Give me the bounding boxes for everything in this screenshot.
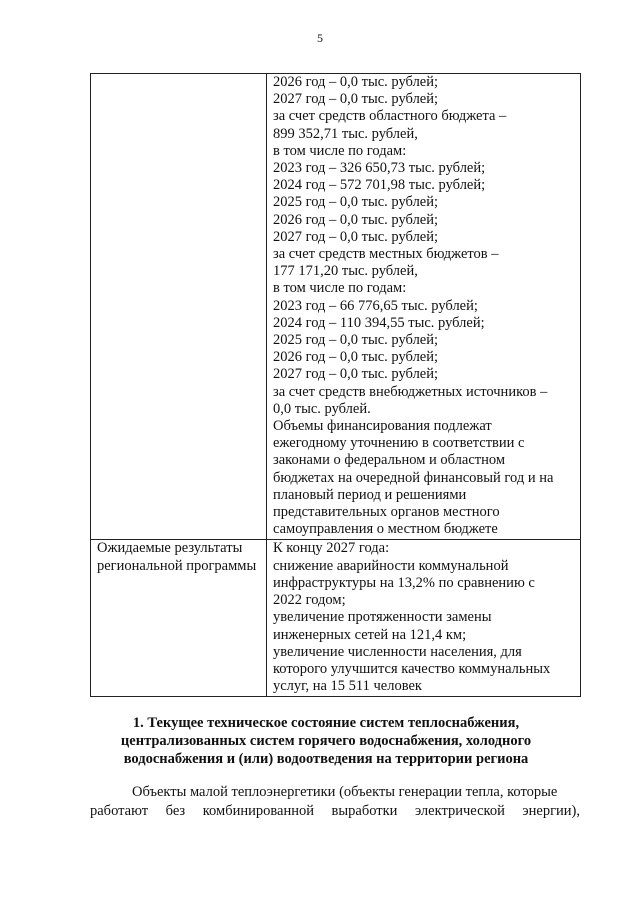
section-heading-line: водоснабжения и (или) водоотведения на территории региона: [123, 751, 529, 767]
expected-results-label: Ожидаемые результаты: [97, 540, 243, 557]
expected-results-line: услуг, на 15 511 человек: [273, 678, 422, 695]
financing-line: 2023 год – 326 650,73 тыс. рублей;: [273, 160, 486, 177]
expected-results-value-cell: [267, 540, 581, 697]
financing-line: 2027 год – 0,0 тыс. рублей;: [273, 228, 439, 245]
financing-line: законами о федеральном и областном: [273, 452, 506, 469]
section-heading: [70, 714, 582, 768]
body-paragraph-line: Объекты малой теплоэнергетики (объекты генерации тепла, которые: [132, 784, 558, 800]
body-paragraph-line: работают без комбинированной выработки электрической энергии),: [90, 803, 580, 819]
financing-line: 2023 год – 66 776,65 тыс. рублей;: [273, 297, 478, 314]
financing-line: за счет средств областного бюджета –: [273, 108, 507, 125]
expected-results-line: инженерных сетей на 121,4 км;: [273, 626, 467, 643]
table-row-expected-results: [91, 540, 581, 697]
expected-results-line: инфраструктуры на 13,2% по сравнению с: [273, 574, 535, 591]
expected-results-line: увеличение численности населения, для: [273, 643, 522, 660]
financing-line: 2027 год – 0,0 тыс. рублей;: [273, 366, 439, 383]
financing-line: 2026 год – 0,0 тыс. рублей;: [273, 74, 439, 90]
financing-line: 2026 год – 0,0 тыс. рублей;: [273, 349, 439, 366]
expected-results-line: увеличение протяженности замены: [273, 609, 492, 626]
financing-line: представительных органов местного: [273, 504, 500, 521]
financing-line: 2027 год – 0,0 тыс. рублей;: [273, 91, 439, 108]
page-number: 5: [317, 31, 323, 45]
financing-value-cell: [267, 74, 581, 540]
program-passport-table: [90, 73, 581, 697]
table-row-financing: [91, 74, 581, 540]
financing-line: за счет средств внебюджетных источников –: [273, 383, 548, 400]
financing-line: плановый период и решениями: [273, 486, 467, 503]
expected-results-label: региональной программы: [97, 557, 257, 574]
expected-results-line: которого улучшится качество коммунальных: [273, 660, 551, 677]
financing-line: бюджетах на очередной финансовый год и на: [273, 469, 554, 486]
financing-line: 177 171,20 тыс. рублей,: [273, 263, 418, 280]
financing-line: 2025 год – 0,0 тыс. рублей;: [273, 332, 439, 349]
financing-line: 2024 год – 110 394,55 тыс. рублей;: [273, 314, 485, 331]
financing-line: 0,0 тыс. рублей.: [273, 400, 371, 417]
expected-results-line: К концу 2027 года:: [273, 540, 390, 557]
financing-line: в том числе по годам:: [273, 280, 407, 297]
section-heading-line: централизованных систем горячего водоснабжения, холодного: [120, 733, 532, 749]
section-heading-line: 1. Текущее техническое состояние систем теплоснабжения,: [132, 715, 520, 731]
expected-results-label-cell: [91, 540, 267, 697]
financing-line: 899 352,71 тыс. рублей,: [273, 125, 418, 142]
financing-line: за счет средств местных бюджетов –: [273, 246, 499, 263]
financing-line: ежегодному уточнению в соответствии с: [273, 435, 525, 452]
expected-results-line: снижение аварийности коммунальной: [273, 557, 509, 574]
financing-line: самоуправления о местном бюджете: [273, 521, 498, 538]
financing-line: в том числе по годам:: [273, 142, 407, 159]
financing-line: 2025 год – 0,0 тыс. рублей;: [273, 194, 439, 211]
financing-line: Объемы финансирования подлежат: [273, 418, 492, 435]
financing-line: 2026 год – 0,0 тыс. рублей;: [273, 211, 439, 228]
body-paragraph: [90, 783, 580, 821]
financing-line: 2024 год – 572 701,98 тыс. рублей;: [273, 177, 486, 194]
expected-results-line: 2022 годом;: [273, 592, 346, 609]
financing-label-cell: [91, 74, 267, 540]
